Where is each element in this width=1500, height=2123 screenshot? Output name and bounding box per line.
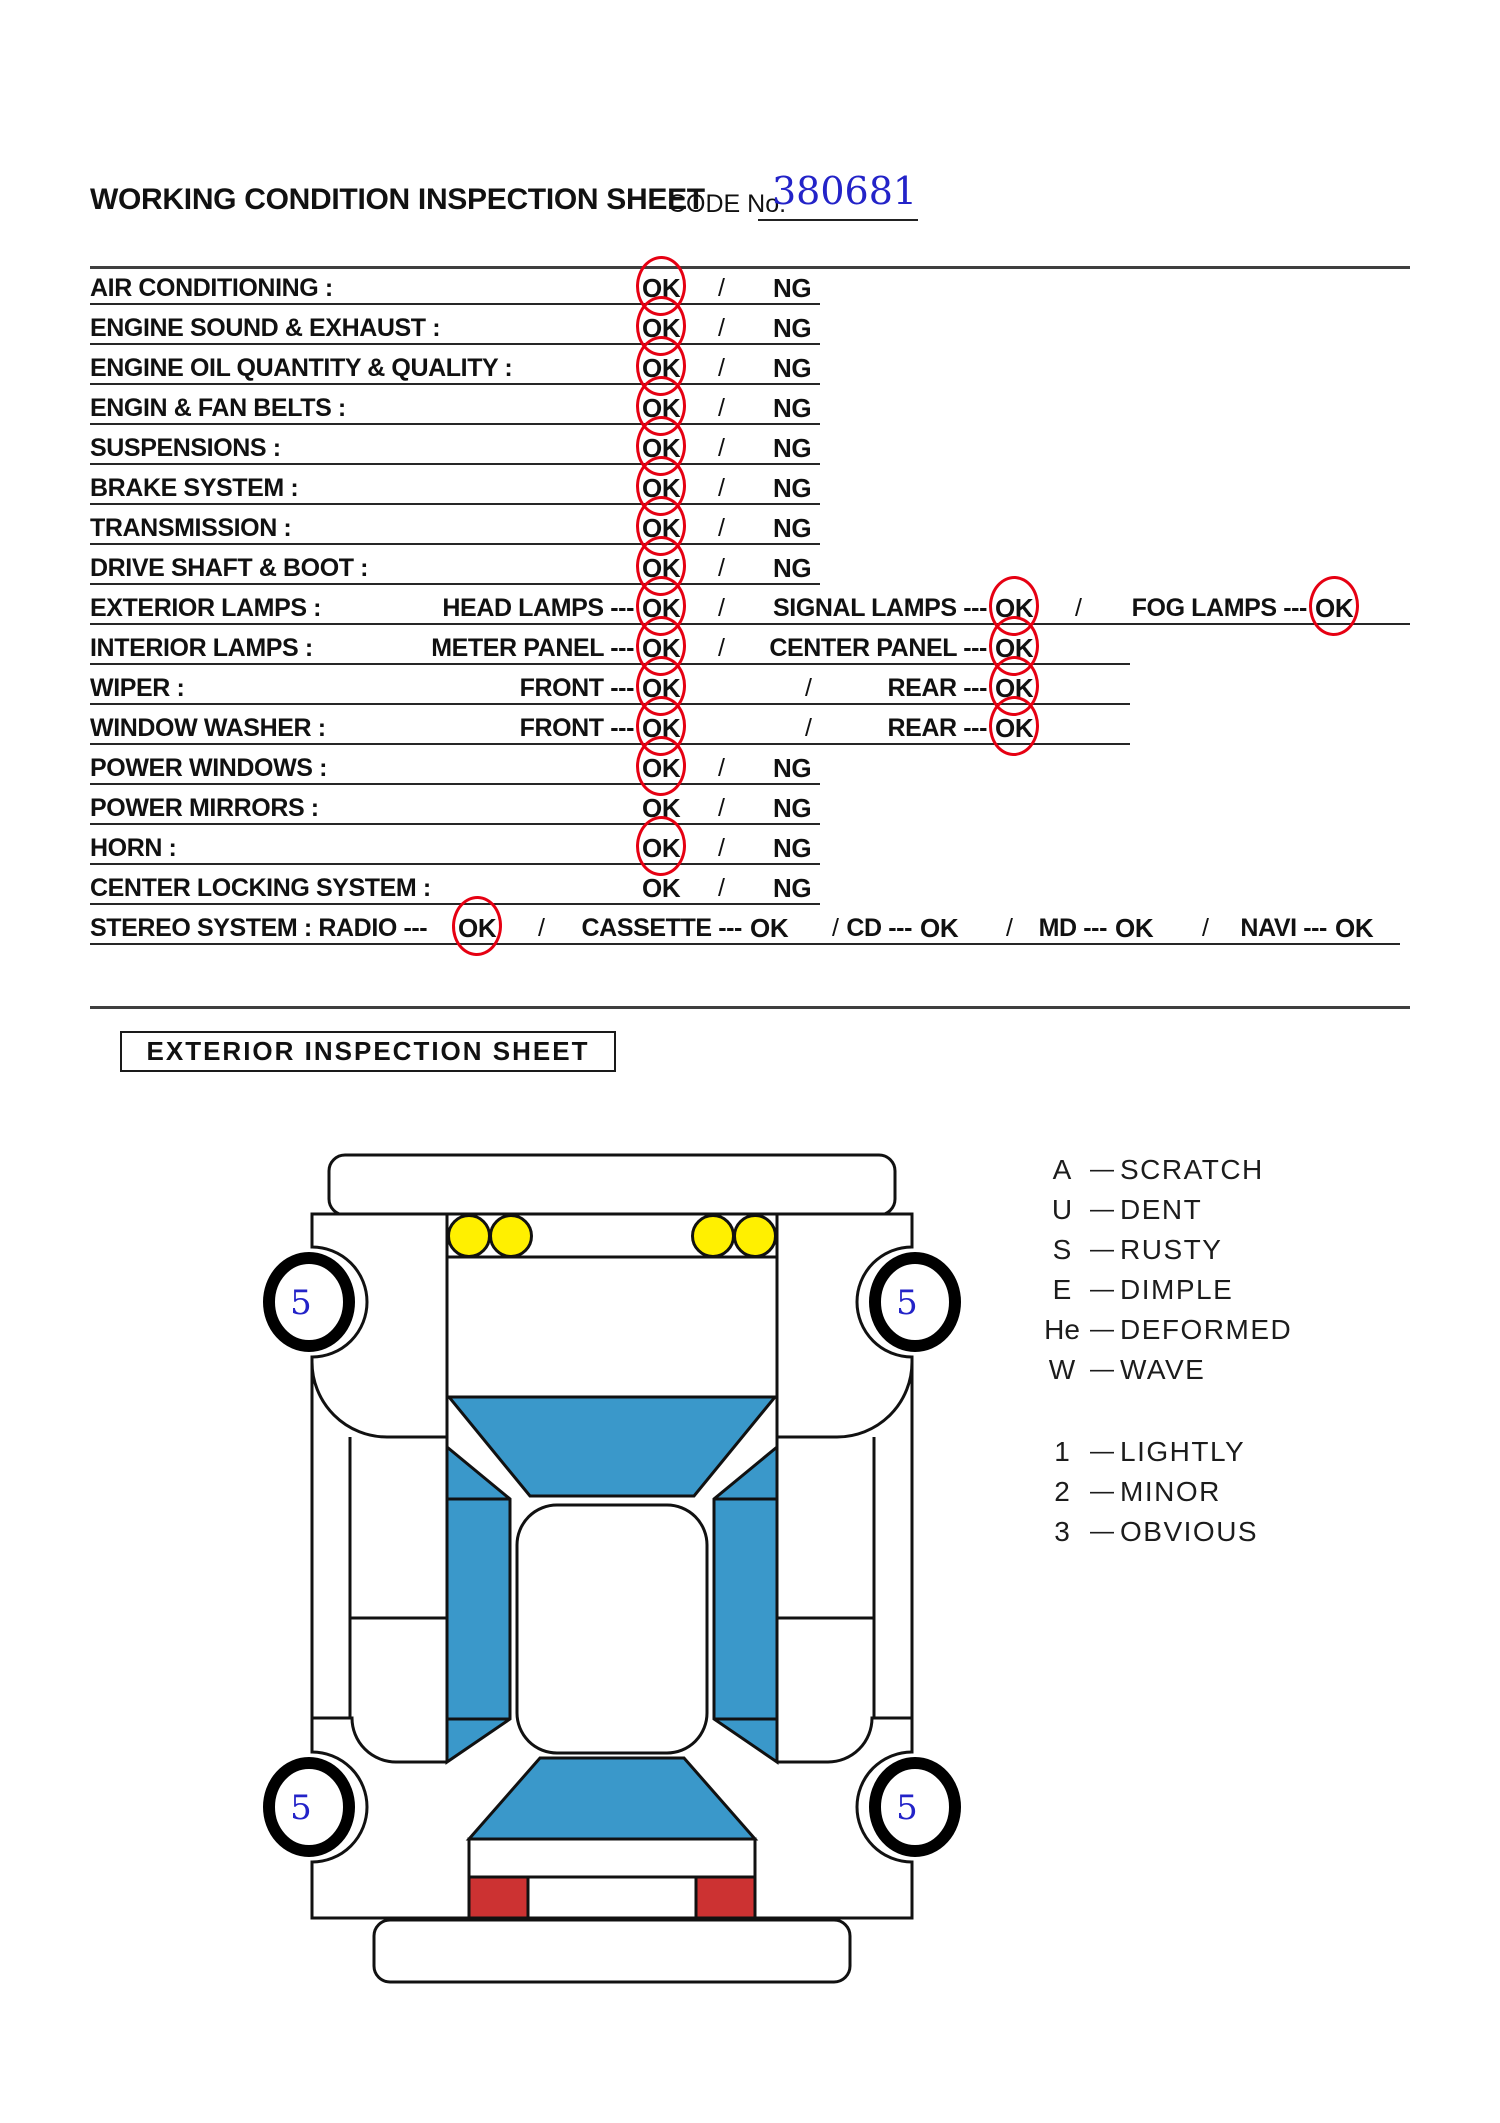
row-label: CENTER LOCKING SYSTEM :	[90, 874, 431, 902]
separator-slash: /	[1075, 594, 1082, 622]
ok-value: OK	[642, 672, 680, 704]
ok-value: OK	[642, 312, 680, 344]
legend-item	[1040, 1270, 1292, 1310]
inspection-row	[90, 312, 1420, 352]
separator-slash: /	[1006, 914, 1013, 942]
row-label: WINDOW WASHER :	[90, 714, 326, 742]
row-label: AIR CONDITIONING :	[90, 274, 333, 302]
legend-dash: —	[1090, 1196, 1114, 1223]
legend-key: 1	[1054, 1436, 1070, 1467]
code-no-underline	[758, 219, 918, 221]
code-no-value: 380681	[772, 169, 918, 213]
separator-slash: /	[718, 274, 725, 302]
row-label: INTERIOR LAMPS :	[90, 634, 313, 662]
ng-value: NG	[773, 393, 812, 423]
row-underline	[90, 863, 820, 865]
inspection-row	[90, 712, 1420, 752]
row-label: HORN :	[90, 834, 177, 862]
row-label: EXTERIOR LAMPS :	[90, 594, 322, 622]
legend-item	[1040, 1150, 1292, 1190]
legend-key: W	[1048, 1354, 1076, 1385]
legend-item	[1040, 1350, 1292, 1390]
inspection-row	[90, 632, 1420, 672]
ok-value: OK	[642, 272, 680, 304]
ng-value: NG	[773, 313, 812, 343]
ok-value: OK	[642, 552, 680, 584]
ok-value: OK	[750, 913, 789, 943]
sub-label: FOG LAMPS ---	[1131, 594, 1307, 622]
ng-value: NG	[773, 513, 812, 543]
legend-description: MINOR	[1120, 1476, 1221, 1507]
ok-value: OK	[995, 592, 1033, 624]
row-label: TRANSMISSION :	[90, 514, 292, 542]
separator-slash: /	[718, 394, 725, 422]
legend-key: A	[1052, 1154, 1072, 1185]
legend-item	[1040, 1230, 1292, 1270]
ok-value: OK	[1115, 913, 1154, 943]
header-divider-rule	[90, 266, 1410, 269]
separator-slash: /	[718, 634, 725, 662]
ng-value: NG	[773, 873, 812, 903]
sub-label: NAVI ---	[1240, 914, 1327, 942]
separator-slash: /	[805, 674, 812, 702]
separator-slash: /	[538, 914, 545, 942]
legend-item	[1040, 1432, 1292, 1472]
legend-item	[1040, 1512, 1292, 1552]
row-label: SUSPENSIONS :	[90, 434, 281, 462]
roof-panel	[517, 1505, 707, 1753]
ok-value: OK	[1315, 592, 1353, 624]
sub-label: FRONT ---	[519, 714, 634, 742]
separator-slash: /	[718, 554, 725, 582]
headlamp-icon	[491, 1216, 532, 1257]
inspection-row	[90, 792, 1420, 832]
inspection-row	[90, 912, 1420, 952]
ok-value: OK	[458, 912, 496, 944]
sub-label: MD ---	[1038, 914, 1107, 942]
separator-slash: /	[718, 594, 725, 622]
tire-depth-label: 5	[896, 1788, 918, 1828]
sub-label: REAR ---	[887, 714, 987, 742]
ok-value: OK	[642, 472, 680, 504]
legend-dash: —	[1090, 1316, 1114, 1343]
rear-panel	[469, 1839, 755, 1877]
headlamp-icon	[735, 1216, 776, 1257]
separator-slash: /	[718, 834, 725, 862]
inspection-row	[90, 432, 1420, 472]
legend-description: WAVE	[1120, 1354, 1206, 1385]
ok-value: OK	[642, 592, 680, 624]
ng-value: NG	[773, 273, 812, 303]
legend-description: RUSTY	[1120, 1234, 1223, 1265]
ng-value: NG	[773, 833, 812, 863]
row-label: DRIVE SHAFT & BOOT :	[90, 554, 369, 582]
row-label: ENGIN & FAN BELTS :	[90, 394, 346, 422]
legend-description: LIGHTLY	[1120, 1436, 1246, 1467]
tire-depth-label: 5	[290, 1788, 312, 1828]
ok-value: OK	[642, 832, 680, 864]
row-label: POWER WINDOWS :	[90, 754, 328, 782]
ng-value: NG	[773, 353, 812, 383]
separator-slash: /	[1202, 914, 1209, 942]
headlamp-icon	[449, 1216, 490, 1257]
ok-value: OK	[642, 352, 680, 384]
legend-description: DENT	[1120, 1194, 1203, 1225]
sub-label: HEAD LAMPS ---	[442, 594, 634, 622]
sub-label: CENTER PANEL ---	[769, 634, 987, 662]
separator-slash: /	[718, 474, 725, 502]
row-label: ENGINE OIL QUANTITY & QUALITY :	[90, 354, 513, 382]
row-label: WIPER :	[90, 674, 185, 702]
legend-dash: —	[1090, 1276, 1114, 1303]
damage-legend	[1040, 1150, 1292, 1552]
exterior-section-title: EXTERIOR INSPECTION SHEET	[146, 1036, 590, 1066]
legend-item	[1040, 1310, 1292, 1350]
legend-key: E	[1052, 1274, 1072, 1305]
inspection-row	[90, 752, 1420, 792]
separator-slash: /	[805, 714, 812, 742]
ok-value: OK	[642, 392, 680, 424]
page-title: WORKING CONDITION INSPECTION SHEET	[90, 183, 705, 216]
sub-label: CASSETTE ---	[581, 914, 742, 942]
ok-value: OK	[995, 672, 1033, 704]
ok-value: OK	[1335, 913, 1374, 943]
pen-circle-mark	[635, 255, 687, 317]
separator-slash: /	[718, 874, 725, 902]
exterior-section-title-box	[120, 1031, 616, 1072]
legend-gap	[1040, 1390, 1292, 1432]
inspection-row	[90, 552, 1420, 592]
ng-value: NG	[773, 753, 812, 783]
taillight-icon	[469, 1877, 528, 1918]
legend-dash: —	[1090, 1356, 1114, 1383]
ok-value: OK	[995, 632, 1033, 664]
ok-value: OK	[642, 793, 681, 823]
sub-label: CD ---	[846, 914, 912, 942]
legend-key: S	[1052, 1234, 1072, 1265]
ok-value: OK	[642, 873, 681, 903]
sub-label: SIGNAL LAMPS ---	[773, 594, 987, 622]
separator-slash: /	[718, 514, 725, 542]
legend-item	[1040, 1472, 1292, 1512]
separator-slash: /	[832, 914, 839, 942]
taillight-icon	[696, 1877, 755, 1918]
inspection-row	[90, 592, 1420, 632]
inspection-row	[90, 352, 1420, 392]
legend-description: DEFORMED	[1120, 1314, 1293, 1345]
inspection-row	[90, 472, 1420, 512]
row-label: ENGINE SOUND & EXHAUST :	[90, 314, 441, 342]
side-windows-left	[447, 1447, 510, 1762]
ok-value: OK	[642, 632, 680, 664]
front-bumper	[329, 1155, 895, 1215]
separator-slash: /	[718, 754, 725, 782]
ng-value: NG	[773, 553, 812, 583]
sub-label: METER PANEL ---	[431, 634, 634, 662]
rear-bumper	[374, 1920, 850, 1982]
ng-value: NG	[773, 433, 812, 463]
separator-slash: /	[718, 314, 725, 342]
legend-item	[1040, 1190, 1292, 1230]
legend-key: U	[1051, 1194, 1073, 1225]
legend-dash: —	[1090, 1518, 1114, 1545]
ok-value: OK	[995, 712, 1033, 744]
ng-value: NG	[773, 793, 812, 823]
legend-description: OBVIOUS	[1120, 1516, 1259, 1547]
inspection-row	[90, 672, 1420, 712]
ok-value: OK	[920, 913, 959, 943]
legend-dash: —	[1090, 1478, 1114, 1505]
tire-depth-label: 5	[290, 1283, 312, 1323]
damage-code-list	[1040, 1150, 1292, 1390]
section-divider-rule	[90, 1006, 1410, 1009]
inspection-row	[90, 832, 1420, 872]
legend-description: DIMPLE	[1120, 1274, 1234, 1305]
legend-key: 3	[1054, 1516, 1070, 1547]
code-no-label: CODE No.	[668, 190, 787, 218]
row-label: POWER MIRRORS :	[90, 794, 319, 822]
inspection-row	[90, 272, 1420, 312]
legend-dash: —	[1090, 1236, 1114, 1263]
sub-label: REAR ---	[887, 674, 987, 702]
ok-value: OK	[642, 512, 680, 544]
legend-dash: —	[1090, 1156, 1114, 1183]
separator-slash: /	[718, 794, 725, 822]
inspection-row	[90, 512, 1420, 552]
row-label: BRAKE SYSTEM :	[90, 474, 299, 502]
legend-description: SCRATCH	[1120, 1154, 1264, 1185]
separator-slash: /	[718, 434, 725, 462]
inspection-row	[90, 392, 1420, 432]
legend-key: He	[1044, 1314, 1080, 1345]
car-top-view-diagram	[250, 1140, 980, 2000]
legend-dash: —	[1090, 1438, 1114, 1465]
tire-depth-label: 5	[896, 1283, 918, 1323]
separator-slash: /	[718, 354, 725, 382]
ok-value: OK	[642, 432, 680, 464]
inspection-row	[90, 872, 1420, 912]
sub-label: FRONT ---	[519, 674, 634, 702]
severity-code-list	[1040, 1432, 1292, 1552]
row-label: STEREO SYSTEM : RADIO ---	[90, 914, 428, 942]
side-windows-right	[714, 1447, 777, 1762]
legend-key: 2	[1054, 1476, 1070, 1507]
ok-value: OK	[642, 712, 680, 744]
ok-value: OK	[642, 752, 680, 784]
ng-value: NG	[773, 473, 812, 503]
headlamp-icon	[693, 1216, 734, 1257]
